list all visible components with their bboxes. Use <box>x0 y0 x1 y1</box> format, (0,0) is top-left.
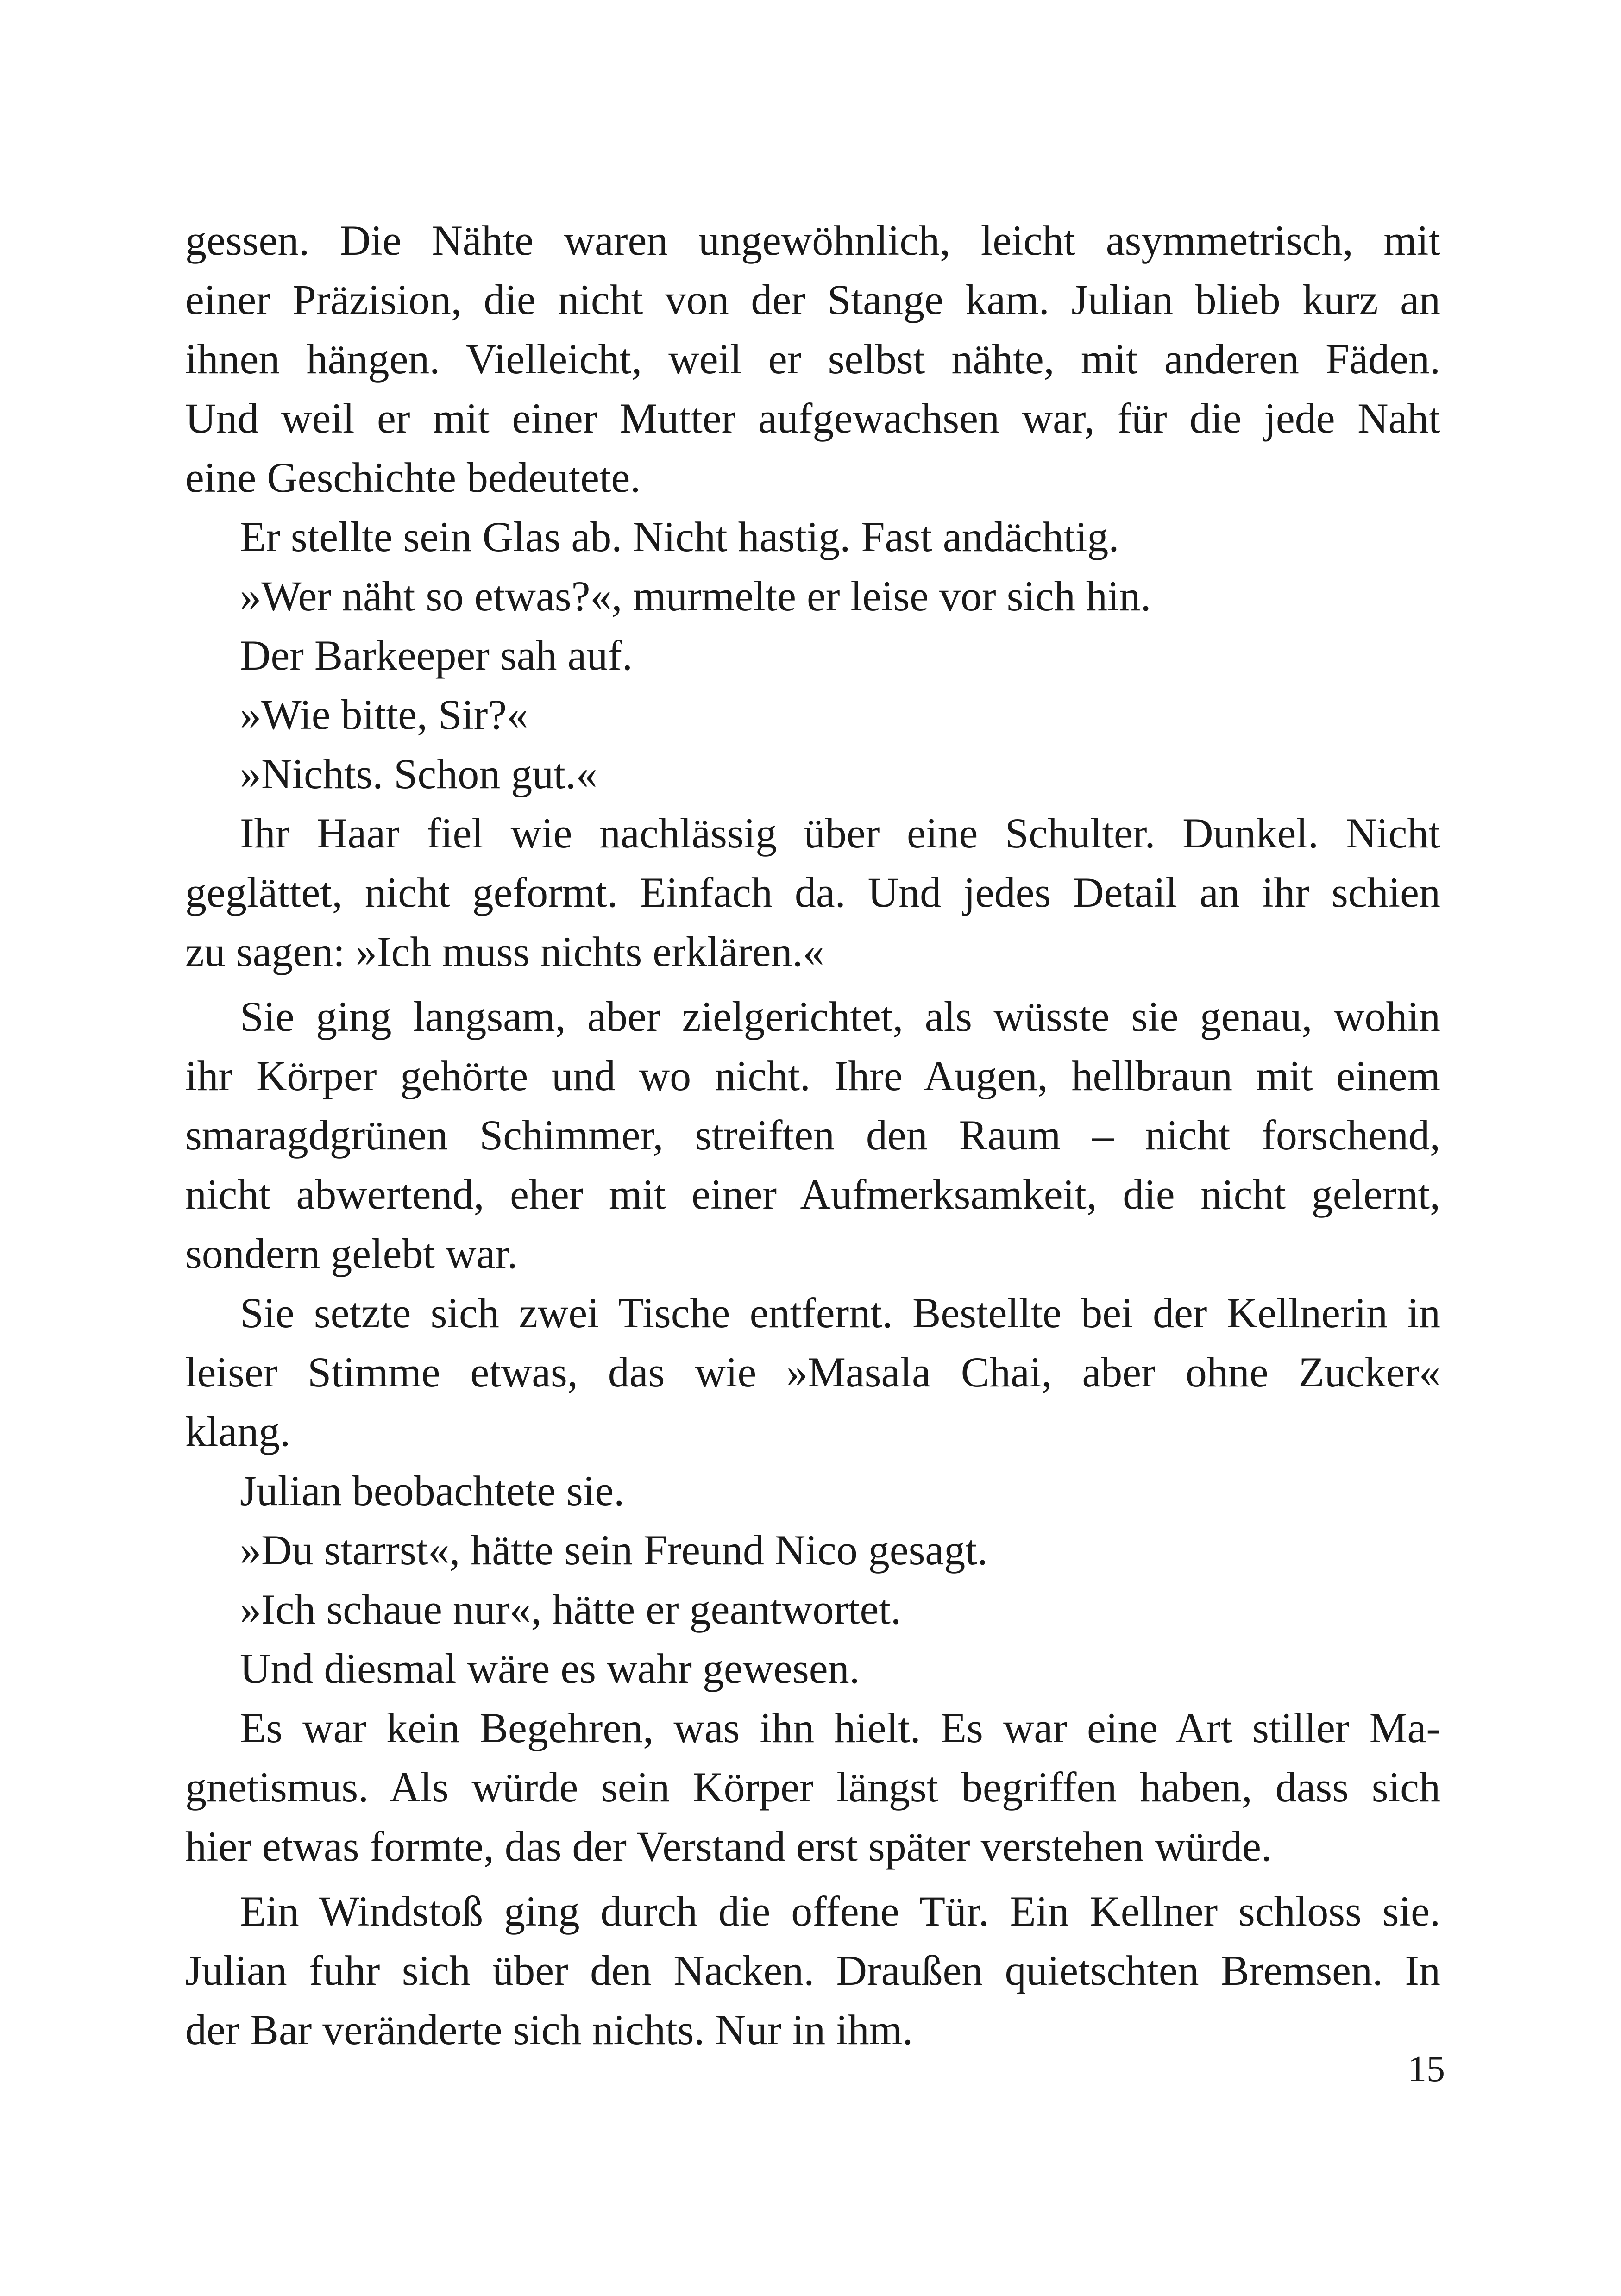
text-line: einer Präzision, die nicht von der Stange kam. Julian blieb kurz an <box>185 276 1440 323</box>
text-line: Julian fuhr sich über den Nacken. Draußen quietschten Bremsen. In <box>185 1947 1440 1994</box>
text-line: »Wie bitte, Sir?« <box>240 691 528 738</box>
text-line: Sie setzte sich zwei Tische entfernt. Bestellte bei der Kellnerin in <box>240 1289 1440 1336</box>
text-line: der Bar veränderte sich nichts. Nur in ihm. <box>185 2006 913 2053</box>
text-line: nicht abwertend, eher mit einer Aufmerksamkeit, die nicht gelernt, <box>185 1171 1440 1218</box>
text-line: Ihr Haar fiel wie nachlässig über eine Schulter. Dunkel. Nicht <box>240 809 1440 857</box>
text-line: Der Barkeeper sah auf. <box>240 632 633 679</box>
text-line: klang. <box>185 1408 291 1455</box>
text-line: gessen. Die Nähte waren ungewöhnlich, leicht asymmetrisch, mit <box>185 217 1440 264</box>
body-text <box>185 211 1440 2059</box>
text-line: sondern gelebt war. <box>185 1230 518 1277</box>
text-line: leiser Stimme etwas, das wie »Masala Chai, aber ohne Zucker« <box>185 1349 1440 1396</box>
text-line: Es war kein Begehren, was ihn hielt. Es war eine Art stiller Ma- <box>240 1704 1440 1751</box>
text-line: zu sagen: »Ich muss nichts erklären.« <box>185 928 824 975</box>
text-line: smaragdgrünen Schimmer, streiften den Raum – nicht forschend, <box>185 1111 1440 1159</box>
text-line: »Nichts. Schon gut.« <box>240 750 597 797</box>
text-line: ihnen hängen. Vielleicht, weil er selbst nähte, mit anderen Fäden. <box>185 335 1440 383</box>
text-line: »Ich schaue nur«, hätte er geantwortet. <box>240 1586 901 1633</box>
book-page-body <box>185 211 1440 2248</box>
text-line: Und diesmal wäre es wahr gewesen. <box>240 1645 860 1692</box>
text-line: eine Geschichte bedeutete. <box>185 454 641 501</box>
text-line: Er stellte sein Glas ab. Nicht hastig. Fast andächtig. <box>240 513 1119 560</box>
text-line: Ein Windstoß ging durch die offene Tür. Ein Kellner schloss sie. <box>240 1888 1440 1935</box>
page-number: 15 <box>1408 2049 1445 2089</box>
paragraph-gap <box>185 1876 1440 1882</box>
text-line: ihr Körper gehörte und wo nicht. Ihre Augen, hellbraun mit einem <box>185 1052 1440 1099</box>
text-line: Sie ging langsam, aber zielgerichtet, als wüsste sie genau, wohin <box>240 993 1440 1040</box>
text-line: gnetismus. Als würde sein Körper längst begriffen haben, dass sich <box>185 1763 1440 1811</box>
text-line: »Du starrst«, hätte sein Freund Nico gesagt. <box>240 1526 988 1574</box>
text-line: »Wer näht so etwas?«, murmelte er leise vor sich hin. <box>240 572 1151 620</box>
paragraph-gap <box>185 981 1440 987</box>
text-line: hier etwas formte, das der Verstand erst später verstehen würde. <box>185 1823 1272 1870</box>
text-line: Julian beobachtete sie. <box>240 1467 625 1514</box>
text-line: Und weil er mit einer Mutter aufgewachsen war, für die jede Naht <box>185 395 1440 442</box>
text-line: geglättet, nicht geformt. Einfach da. Und jedes Detail an ihr schien <box>185 869 1440 916</box>
